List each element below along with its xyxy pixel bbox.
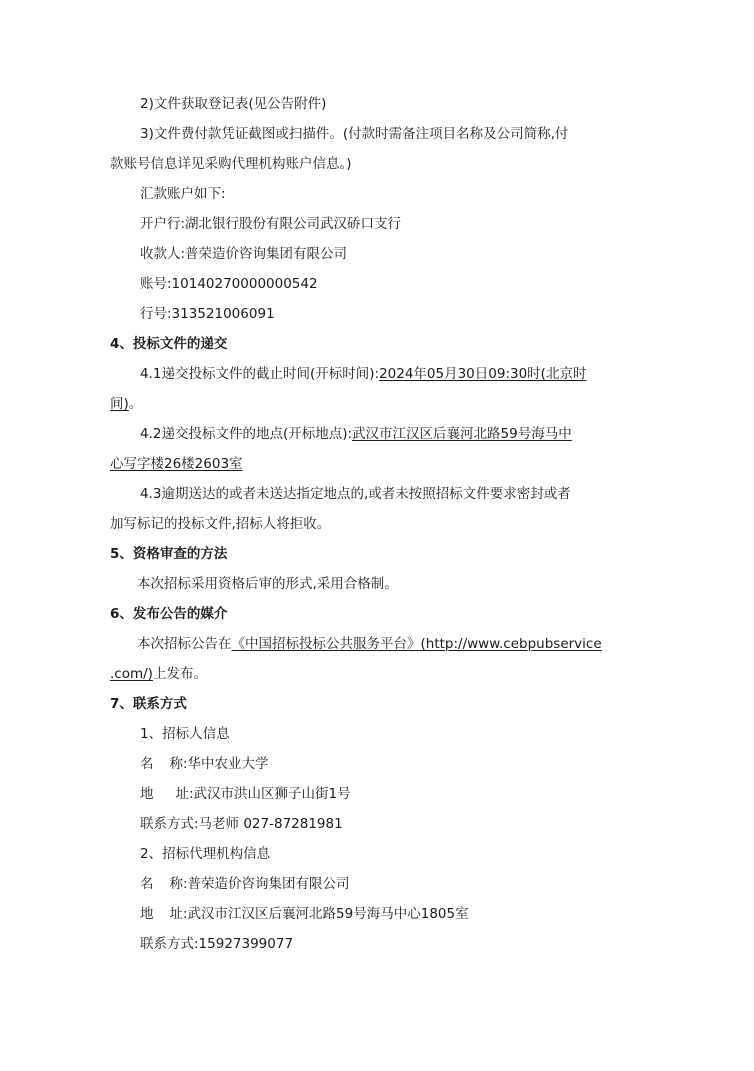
deadline-time-cont: 间) <box>110 396 129 412</box>
deadline-paragraph <box>140 364 680 384</box>
media-intro: 本次招标公告在 <box>137 636 232 652</box>
media-paragraph-cont <box>110 664 650 684</box>
account-number: 账号:10140270000000542 <box>140 276 318 292</box>
location-label: 4.2递交投标文件的地点(开标地点): <box>140 426 353 442</box>
location-address: 武汉市江汉区后襄河北路59号海马中 <box>352 426 572 442</box>
section-7-heading: 7、联系方式 <box>110 696 187 712</box>
name-label-char1: 名 <box>140 876 154 892</box>
addr-label-char1: 地 <box>140 906 154 922</box>
section-5-heading: 5、资格审查的方法 <box>110 546 228 562</box>
agency-address-value: 址:武汉市江汉区后襄河北路59号海马中心1805室 <box>169 906 469 922</box>
addr-label-char1: 地 <box>140 786 154 802</box>
qualification-paragraph: 本次招标采用资格后审的形式,采用合格制。 <box>137 576 398 592</box>
deadline-time: 2024年05月30日09:30时(北京时 <box>379 366 587 382</box>
section-6-heading: 6、发布公告的媒介 <box>110 606 228 622</box>
tenderer-address-value: 址:武汉市洪山区狮子山街1号 <box>175 786 351 802</box>
media-paragraph <box>137 634 677 654</box>
bank-name: 开户行:湖北银行股份有限公司武汉硚口支行 <box>140 216 402 232</box>
file-registration-item: 2)文件获取登记表(见公告附件) <box>140 96 327 112</box>
platform-url-cont[interactable]: .com/) <box>110 666 153 682</box>
platform-link[interactable]: 《中国招标投标公共服务平台》 <box>231 636 421 652</box>
agency-name-value: 称:普荣造价咨询集团有限公司 <box>169 876 350 892</box>
payment-proof-item-cont: 款账号信息详见采购代理机构账户信息。) <box>110 156 352 172</box>
late-submission-paragraph-cont: 加写标记的投标文件,招标人将拒收。 <box>110 516 331 532</box>
location-address-cont: 心写字楼26楼2603室 <box>110 456 243 472</box>
location-paragraph <box>140 424 680 444</box>
agency-info-title: 2、招标代理机构信息 <box>140 846 271 862</box>
agency-contact: 联系方式:15927399077 <box>140 936 294 952</box>
section-4-heading: 4、投标文件的递交 <box>110 336 228 352</box>
late-submission-paragraph: 4.3逾期送达的或者未送达指定地点的,或者未按照招标文件要求密封或者 <box>140 486 571 502</box>
payee-name: 收款人:普荣造价咨询集团有限公司 <box>140 246 348 262</box>
deadline-label: 4.1递交投标文件的截止时间(开标时间): <box>140 366 380 382</box>
media-end: 上发布。 <box>152 666 207 682</box>
agency-address <box>140 904 680 924</box>
name-label-char1: 名 <box>140 756 154 772</box>
platform-url[interactable]: (http://www.cebpubservice <box>420 636 602 652</box>
agency-name <box>140 874 680 894</box>
bank-code: 行号:313521006091 <box>140 306 275 322</box>
remit-title: 汇款账户如下: <box>140 186 226 202</box>
tenderer-info-title: 1、招标人信息 <box>140 726 230 742</box>
tenderer-contact: 联系方式:马老师 027-87281981 <box>140 816 343 832</box>
tenderer-name <box>140 754 680 774</box>
payment-proof-item: 3)文件费付款凭证截图或扫描件。(付款时需备注项目名称及公司简称,付 <box>140 126 569 142</box>
deadline-end: 。 <box>128 396 143 412</box>
tenderer-name-value: 称:华中农业大学 <box>169 756 269 772</box>
location-paragraph-cont <box>110 454 650 474</box>
tenderer-address <box>140 784 680 804</box>
deadline-paragraph-cont <box>110 394 650 414</box>
